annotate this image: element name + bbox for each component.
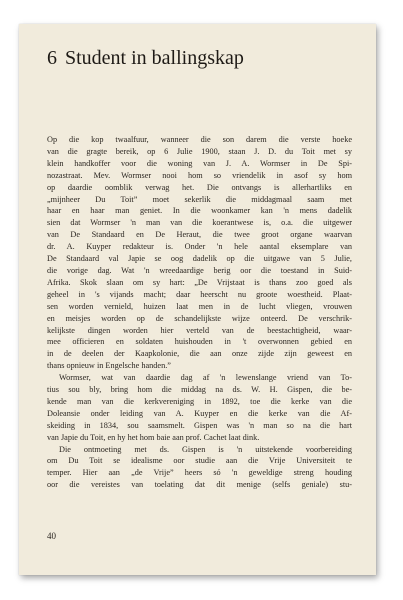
text-line: van Japie du Toit, en hy het hom baie aan prof. Cachet laat dink.	[47, 432, 260, 442]
text-line: op daardie oomblik verwag het. Die ontvangs is allerhartliks en	[47, 182, 352, 192]
text-line: in de deelen der Kaapkolonie, die aan onze zijde zijn geweest en	[47, 349, 352, 359]
text-line: van die gragte bereik, op 6 Julie 1900, staan J. D. du Toit met sy	[47, 146, 352, 156]
page-number: 40	[47, 531, 56, 541]
text-line: sien dat Wormser 'n man van die koerantwese is, o.a. die uitgewer	[47, 218, 352, 228]
text-line: Wormser, wat van daardie dag af 'n lewenslange vriend van To-	[59, 373, 352, 383]
text-line: temper. Hier aan „de Vrije” heers só 'n geweldige streng houding	[47, 468, 352, 478]
body-text	[47, 134, 352, 491]
text-line: klein handkoffer voor die woning van J. A. Wormser in De Spi-	[47, 158, 352, 168]
text-line: „mijnheer Du Toit” moet sekerlik die middagmaal saam met	[47, 194, 352, 204]
text-line: skeiding in 1834, sou saamsmelt. Gispen was 'n man so na die hart	[47, 420, 352, 430]
text-line: en meisjes worden op de schandelijkste wijze onteerd. De verschrik-	[47, 313, 352, 323]
text-line: mee officieren en soldaten huishouden in 't overwonnen gebied en	[47, 337, 352, 347]
text-line: Die ontmoeting met ds. Gispen is 'n uitstekende voorbereiding	[59, 444, 352, 454]
chapter-title-text: Student in ballingskap	[65, 47, 244, 69]
paragraph	[47, 372, 352, 443]
text-line: van De Standaard en De Heraut, die twee groot organe waarvan	[47, 230, 352, 240]
chapter-number: 6	[47, 47, 57, 69]
text-line: Op die kop twaalfuur, wanneer die son darem die verste hoeke	[47, 135, 352, 144]
text-line: nozastraat. Mev. Wormser nooi hom so vriendelik in asof sy hom	[47, 170, 352, 180]
text-line: om Du Toit se idealisme oor studie aan die Vrije Universiteit te	[47, 456, 352, 466]
text-line: haar en haar man geniet. In die woonkamer kan 'n mens dadelik	[47, 206, 352, 216]
paragraph	[47, 134, 352, 372]
text-line: dr. A. Kuyper redakteur is. Onder 'n hele aantal eksemplare van	[47, 242, 352, 252]
text-line: kende man van die kerkvereniging in 1892, toe die kerke van die	[47, 396, 352, 406]
paragraph	[47, 444, 352, 492]
text-line: Doleansie onder leiding van A. Kuyper en die kerke van die Af-	[47, 408, 352, 418]
text-line: thans opnieuw in Engelsche handen.”	[47, 361, 171, 371]
chapter-title	[47, 46, 244, 70]
text-line: kelijkste dingen worden hier verteld van de beestachtigheid, waar-	[47, 325, 352, 335]
text-line: tius sou bly, bring hom die middag na ds. W. H. Gispen, die be-	[47, 385, 352, 395]
text-line: Afrika. Skok slaan om sy hart: „De Vrijstaat is thans zoo goed als	[47, 277, 352, 287]
text-line: De Standaard val Japie se oog dadelik op die uitgawe van 5 Julie,	[47, 254, 352, 264]
text-line: sen worden vernield, huizen laat men in de lucht vliegen, vrouwen	[47, 301, 352, 311]
book-page	[19, 24, 376, 575]
text-line: geheel in 's vijands macht; daar heerscht nu groote woestheid. Plaat-	[47, 289, 352, 299]
text-line: oor die vereistes van toelating dat dit menige (selfs geniale) stu-	[47, 480, 352, 490]
text-line: die vorige dag. Wat 'n wreedaardige berig oor die toestand in Suid-	[47, 265, 352, 275]
